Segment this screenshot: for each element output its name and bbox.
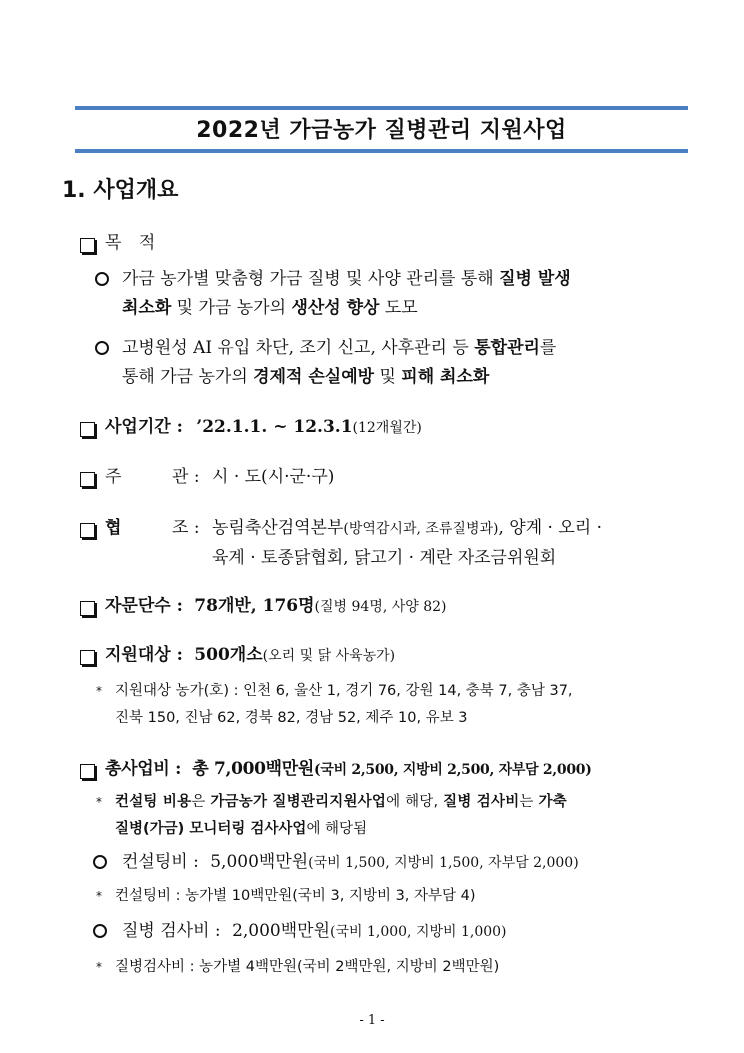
page-title: 2022년 가금농가 질병관리 지원사업 <box>196 118 567 143</box>
checkbox-bullet-icon <box>80 422 95 437</box>
purpose-bullet-2-line-2: 통해 가금 농가의 경제적 손실예방 및 피해 최소화 <box>122 367 490 387</box>
consult-row: 컨설팅비 : 5,000백만원(국비 1,500, 지방비 1,500, 자부담 2,000) <box>122 852 579 872</box>
checkbox-bullet-icon <box>80 650 95 665</box>
checkbox-bullet-icon <box>80 764 95 779</box>
test-row: 질병 검사비 : 2,000백만원(국비 1,000, 지방비 1,000) <box>122 921 507 941</box>
asterisk-marker: * <box>96 960 102 974</box>
purpose-bullet-1-line-1: 가금 농가별 맞춤형 가금 질병 및 사양 관리를 통해 질병 발생 <box>122 269 571 289</box>
targets-detail-line-1: 지원대상 농가(호) : 인천 6, 울산 1, 경기 76, 강원 14, 충북 7, 충남 37, <box>115 683 573 699</box>
budget-row: 총사업비 : 총 7,000백만원(국비 2,500, 지방비 2,500, 자부담 2,000) <box>105 759 592 779</box>
test-note: 질병검사비 : 농가별 4백만원(국비 2백만원, 지방비 2백만원) <box>115 959 500 975</box>
asterisk-marker: * <box>96 684 102 698</box>
checkbox-bullet-icon <box>80 601 95 616</box>
budget-remark-line-2: 질병(가금) 모니터링 검사사업에 해당됨 <box>115 821 368 837</box>
circle-bullet-icon <box>95 341 109 355</box>
asterisk-marker: * <box>96 795 102 809</box>
budget-remark-line-1: 컨설팅 비용은 가금농가 질병관리지원사업에 해당, 질병 검사비는 가축 <box>115 794 567 810</box>
host-label-2: 관 : <box>172 467 200 487</box>
checkbox-bullet-icon <box>80 238 95 253</box>
targets-row: 지원대상 : 500개소(오리 및 닭 사육농가) <box>105 645 396 665</box>
title-top-rule <box>75 106 688 110</box>
coop-line-2: 육계 · 토종닭협회, 닭고기 · 계란 자조금위원회 <box>212 548 557 568</box>
period-row: 사업기간 : ’22.1.1. ~ 12.3.1(12개월간) <box>105 417 422 437</box>
coop-label-1: 협 <box>105 518 122 538</box>
circle-bullet-icon <box>95 272 109 286</box>
asterisk-marker: * <box>96 889 102 903</box>
targets-detail-line-2: 진북 150, 진남 62, 경북 82, 경남 52, 제주 10, 유보 3 <box>115 710 468 726</box>
circle-bullet-icon <box>93 924 107 938</box>
section-heading: 1. 사업개요 <box>62 178 179 203</box>
purpose-bullet-2-line-1: 고병원성 AI 유입 차단, 조기 신고, 사후관리 등 통합관리를 <box>122 338 557 358</box>
purpose-heading: 목 적 <box>105 233 162 253</box>
title-bottom-rule <box>75 149 688 153</box>
host-value: 시 · 도(시·군·구) <box>212 467 335 487</box>
consult-note: 컨설팅비 : 농가별 10백만원(국비 3, 지방비 3, 자부담 4) <box>115 888 476 904</box>
checkbox-bullet-icon <box>80 523 95 538</box>
page-number: - 1 - <box>359 1013 385 1028</box>
circle-bullet-icon <box>93 855 107 869</box>
advisors-row: 자문단수 : 78개반, 176명(질병 94명, 사양 82) <box>105 596 447 616</box>
coop-line-1: 농림축산검역본부(방역감시과, 조류질병과), 양계 · 오리 · <box>212 518 602 538</box>
checkbox-bullet-icon <box>80 472 95 487</box>
host-label-1: 주 <box>105 467 122 487</box>
coop-label-2: 조 : <box>172 518 200 538</box>
purpose-bullet-1-line-2: 최소화 및 가금 농가의 생산성 향상 도모 <box>122 298 418 318</box>
